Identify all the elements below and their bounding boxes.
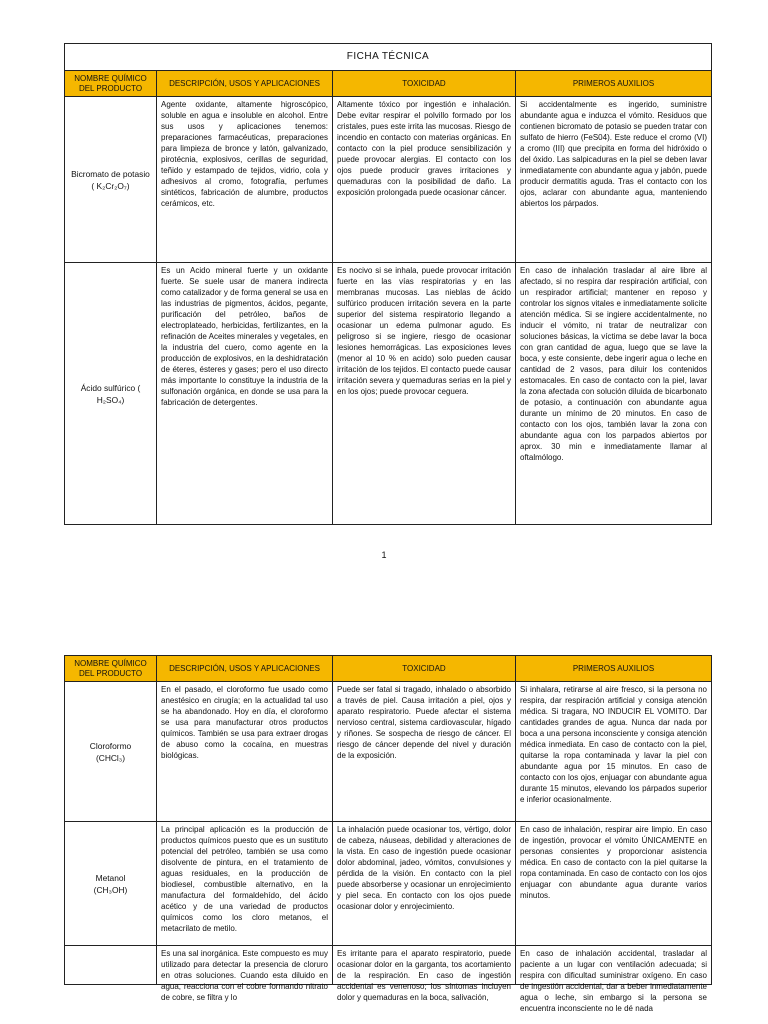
header-description: DESCRIPCIÓN, USOS Y APLICACIONES	[157, 656, 333, 682]
chemical-first-aid: Si accidentalmente es ingerido, suministre abundante agua e induzca el vómito. Residuos que contienen bicromato de potasio se pueden tratar con sulfato de hierro (FeS04). Este reduce el cromo (VI) a cromo (III) que precipita en forma del hidróxido o del óxido. Las salpicaduras en la piel se deben lavar inmediatamente con abundante agua y jabón, puede producir dermatitis aguda. Tras el contacto con los ojos, aclarar con abundante agua, manteniendo abiertos los párpados.	[516, 97, 712, 263]
sheet-title: FICHA TÉCNICA	[65, 44, 712, 71]
chemical-name: Bicromato de potasio ( K₂Cr₂O₇)	[65, 97, 157, 263]
technical-sheet-table-2	[64, 655, 712, 1013]
chemical-first-aid-text: En caso de inhalación accidental, trasladar al paciente a un lugar con ventilación adecuada; si respira con dificultad suministrar oxígeno. En caso de ingestión accidental, dar a beber inmediatamente agua o leche, sin embargo si la persona se encuentra inconsciente no le dé nada	[520, 949, 707, 1013]
chemical-first-aid: Si inhalara, retirarse al aire fresco, si la persona no respira, dar respiración artificial y consiga atención médica. Si tragara, NO INDUCIR EL VOMITO. Dar cantidades grandes de agua. Nunca dar nada por boca a una persona inconsciente y consiga atención médica inmediata. En caso de contacto con la piel, quitarse la ropa contaminada y lavar la piel con abundante agua por 15 minutos. En caso de contacto con los ojos, enjuagar con abundante agua durante 15 minutos, elevando los párpados superior e inferior ocasionalmente.	[516, 682, 712, 822]
chemical-first-aid	[516, 946, 712, 1013]
header-description: DESCRIPCIÓN, USOS Y APLICACIONES	[157, 71, 333, 97]
chemical-formula: (CH₃OH)	[93, 884, 128, 895]
chemical-toxicity: Puede ser fatal si tragado, inhalado o absorbido a través de piel. Causa irritación a piel, ojos y aparato respiratorio. Puede afectar el sistema nervioso central, sistema cardiovascular, hígado y riñones. Se sospecha de riesgo de cáncer. El riesgo de cáncer depende del nivel y duración de la exposición.	[333, 682, 516, 822]
header-first-aid: PRIMEROS AUXILIOS	[516, 71, 712, 97]
chemical-name	[65, 682, 157, 822]
table-row	[65, 263, 712, 525]
chemical-name	[65, 822, 157, 946]
chemical-description: Agente oxidante, altamente higroscópico, soluble en agua e insoluble en alcohol. Entre sus usos y aplicaciones tenemos: preparaciones farmacéuticas, preparaciones para limpieza de bronce y latón, galvanizado, pirotécnia, explosivos, cerillas de seguridad, teñido y estampado de tejidos, vidrio, cola y adhesivos al cromo, fotografía, perfumes sintéticos, fabricación de alumbre, productos cerámicos, etc.	[157, 97, 333, 263]
chemical-toxicity	[333, 946, 516, 1002]
table-row	[65, 682, 712, 822]
chemical-description: En el pasado, el cloroformo fue usado como anestésico en cirugía; en la actualidad tal uso se ha abandonado. Hoy en día, el cloroformo se usa para manufacturar otros productos químicos. También se usa para extraer drogas de abuso como la cocaína, en muestras biológicas.	[157, 682, 333, 822]
chemical-description-text: Es una sal inorgánica. Este compuesto es muy utilizado para detectar la presencia de cloruro en otras soluciones. Cuando esta diluido en agua, reacciona con el cobre formando nitrato de cobre, se filtra y lo	[161, 949, 328, 1002]
table-row	[65, 97, 712, 263]
chemical-name: Ácido sulfúrico ( H₂SO₄)	[65, 263, 157, 525]
header-chemical-name: NOMBRE QUÍMICO DEL PRODUCTO	[65, 71, 157, 97]
chemical-name	[65, 946, 157, 985]
chemical-toxicity: Es nocivo si se inhala, puede provocar irritación fuerte en las vías respiratorias y en las membranas mucosas. Las nieblas de ácido sulfúrico producen irritación severa en la parte superior del sistema respiratorio llegando a ocasionar un edema pulmonar agudo. Es peligroso si se ingiere, riesgo de ocasionar lesiones hemorrágicas. Las exposiciones leves (menor al 10 % en acido) solo pueden causar irritación de los tejidos. El contacto puede causar irritación severa y quemaduras serias en la piel y en los ojos; puede provocar ceguera.	[333, 263, 516, 525]
chemical-formula: (CHCl₃)	[96, 752, 125, 763]
page-number: 1	[381, 550, 387, 560]
chemical-name-line1: Metanol	[95, 872, 126, 883]
chemical-toxicity: La inhalación puede ocasionar tos, vértigo, dolor de cabeza, náuseas, debilidad y alteraciones de la vista. En caso de ingestión puede ocasionar dolor abdominal, jadeo, vómitos, convulsiones y pérdida de la visión. En contacto con la piel puede absorberse y ocasionar un enrojecimiento y piel seca. En contacto con los ojos puede ocasionar dolor y enrojecimiento.	[333, 822, 516, 946]
chemical-toxicity-text: Es irritante para el aparato respiratorio, puede ocasionar dolor en la garganta, tos acortamiento de la respiración. En caso de ingestión accidental es venenoso; los síntomas incluyen dolor y quemaduras en la boca, salivación,	[337, 949, 511, 1002]
table-row	[65, 946, 712, 985]
technical-sheet-table-1	[64, 43, 712, 525]
header-chemical-name: NOMBRE QUÍMICO DEL PRODUCTO	[65, 656, 157, 682]
chemical-first-aid: En caso de inhalación trasladar al aire libre al afectado, si no respira dar respiración artificial, con un respirador artificial; mantener en reposo y controlar los signos vitales e inmediatamente solicite atención médica. Si se ingiere accidentalmente, no inducir el vómito, ni tratar de neutralizar con soluciones básicas, la víctima se debe lavar la boca con gran cantidad de agua, luego que se lave la boca, y este consiente, debe ingerir agua o leche en cantidad de 2 vasos, para diluir los contenidos estomacales. En caso de contacto con la piel, lavar la zona afectada con solución diluida de bicarbonato de potasio, a continuación con abundante agua durante un mínimo de 20 minutos. En caso de contacto con los ojos, también lavar la zona con abundante agua con los parpados abiertos por aprox. 30 min e inmediatamente llamar al oftalmólogo.	[516, 263, 712, 525]
chemical-description	[157, 946, 333, 1002]
header-toxicity: TOXICIDAD	[333, 71, 516, 97]
sheet-page-1	[64, 43, 711, 525]
chemical-description: Es un Acido mineral fuerte y un oxidante fuerte. Se suele usar de manera indirecta como catalizador y de forma general se usa en las industrias de pigmentos, ácidos, pegante, purificación del petróleo, baños de electroplateado, herbicidas, fertilizantes, en la refinación de Aceites minerales y vegetales, en la industria del cuero, como agente en la producción de explosivos, en la deshidratación de éteres, ésteres y gases; pero el uso directo más importante lo constituye la industria de la sulfonación orgánica, en donde se usa para la fabricación de detergentes.	[157, 263, 333, 525]
chemical-toxicity: Altamente tóxico por ingestión e inhalación. Debe evitar respirar el polvillo formado por los cristales, pues este irrita las mucosas. Riesgo de incendio en contacto con materias orgánicas. En contacto con la piel produce sensibilización y puede provocar alergias. El contacto con los ojos puede producir graves irritaciones y quemaduras con la posibilidad de daño. La exposición prolongada puede ocasionar cáncer.	[333, 97, 516, 263]
table-row	[65, 822, 712, 946]
sheet-page-2	[64, 655, 711, 1013]
header-toxicity: TOXICIDAD	[333, 656, 516, 682]
chemical-name-line1: Cloroformo	[89, 740, 132, 751]
header-first-aid: PRIMEROS AUXILIOS	[516, 656, 712, 682]
chemical-description: La principal aplicación es la producción de productos químicos puesto que es un sustituto potencial del petróleo, también se usa como disolvente de pintura, en el tratamiento de aguas residuales, en la producción de biodiesel, combustible alternativo, en la manufactura del formaldehído, del ácido acético y de una variedad de productos químicos como los cloro metanos, el metacrilato de metilo.	[157, 822, 333, 946]
chemical-first-aid: En caso de inhalación, respirar aire limpio. En caso de ingestión, provocar el vómito ÚNICAMENTE en personas consientes y proporcionar asistencia médica. En caso de contacto con la piel quitarse la ropa contaminada. En caso de contacto con los ojos enjuagar con abundante agua durante varios minutos.	[516, 822, 712, 946]
